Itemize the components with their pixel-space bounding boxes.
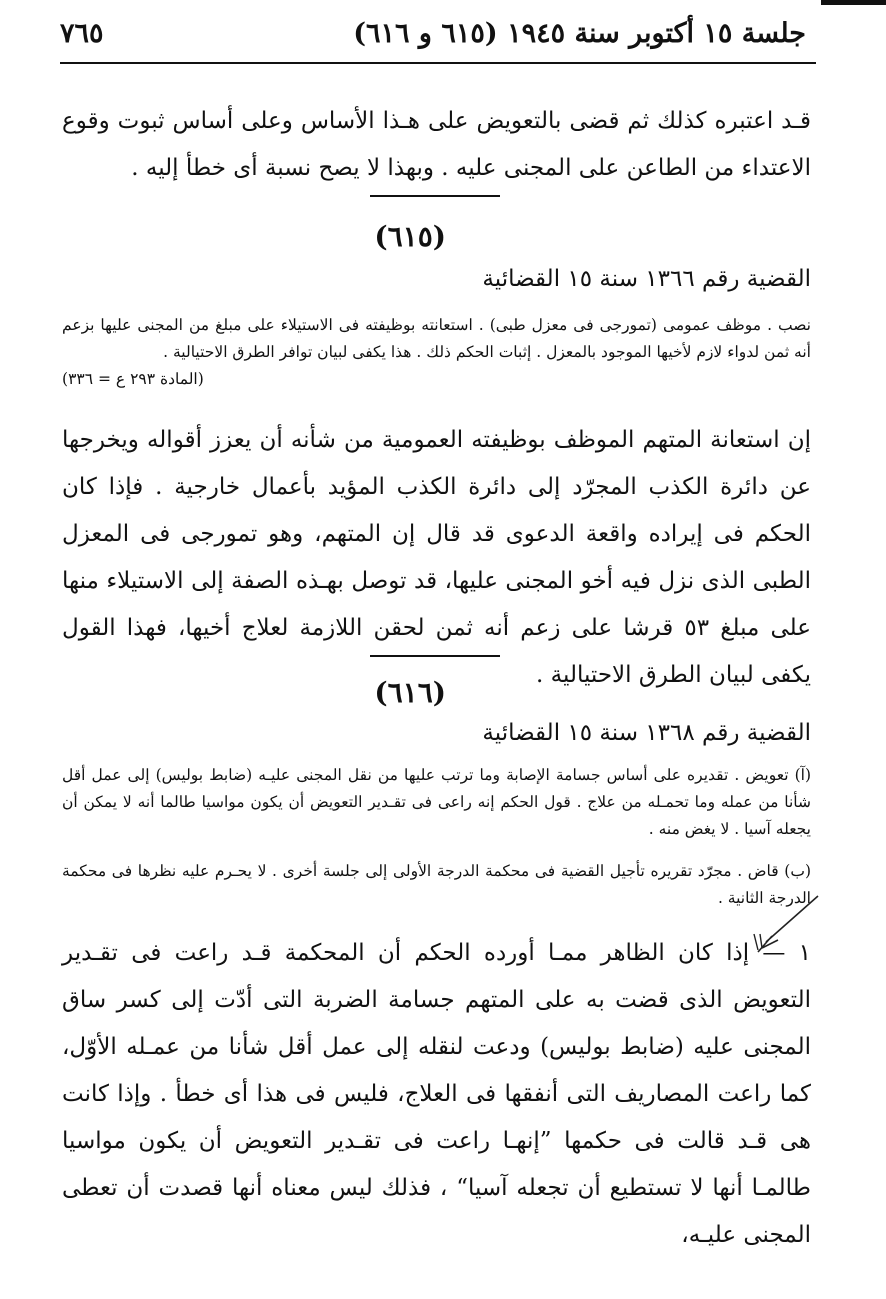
case-summary-616-b: (ب) قاض . مجرّد تقريره تأجيل القضية فى محكمة الدرجة الأولى إلى جلسة أخرى . لا يحـرم عليه نظرها فى محكمة الدرجة الثانية . <box>62 862 811 907</box>
session-title: جلسة ١٥ أكتوبر سنة ١٩٤٥ (٦١٥ و ٦١٦) <box>353 18 806 49</box>
case-summary-615 <box>62 312 811 393</box>
case-title-616: القضية رقم ١٣٦٨ سنة ١٥ القضائية <box>482 720 811 746</box>
carryover-paragraph: قـد اعتبره كذلك ثم قضى بالتعويض على هـذا الأساس وعلى أساس ثبوت وقوع الاعتداء من الطاعن على المجنى عليه . وبهذا لا يصح نسبة أى خطأ إليه . <box>62 108 811 181</box>
case-body-616: ١ — إذا كان الظاهر ممـا أورده الحكم أن المحكمة قـد راعت فى تقـدير التعويض الذى قضت به على المتهم جسامة الضربة التى أدّت إلى كسر ساق المجنى عليه (ضابط بوليس) ودعت لنقله إلى عمل أقل شأنا من عمـله الأوّل، كما راعت المصاريف التى أنفقها فى العلاج، فليس فى هذا أى خطأ . وإذا كانت هى قـد قالت فى حكمها ”إنهـا راعت فى تقـدير التعويض أن يكون مواسيا طالمـا أنها لا تستطيع أن تجعله آسيا“ ، فذلك ليس معناه أنها قصدت أن تعطى المجنى عليـه، <box>62 940 811 1248</box>
case-number-616: (٦١٦) <box>374 676 446 709</box>
case-summary-616-a: (آ) تعويض . تقديره على أساس جسامة الإصابة وما ترتب عليها من نقل المجنى عليـه (ضابط بوليس) إلى عمل أقل شأنا من عمله وما تحمـله من علاج . قول الحكم إنه راعى فى تقـدير التعويض أن يكون مواسيا طالما أنه لا يمكن أن يجعله آسيا . لا يغض منه . <box>62 766 811 838</box>
article-reference: (المادة ٢٩٣ ع = ٣٣٦) <box>62 370 204 388</box>
case-summary-text: نصب . موظف عمومى (تمورجى فى معزل طبى) . استعانته بوظيفته فى الاستيلاء على مبلغ من المجنى عليها بزعم أنه ثمن لدواء لازم لأخيها الموجود بالمعزل . إثبات الحكم ذلك . هذا يكفى لبيان توافر الطرق الاحتيالية . <box>62 316 811 361</box>
case-body-615: إن استعانة المتهم الموظف بوظيفته العمومية من شأنه أن يعزز أقواله ويخرجها عن دائرة الكذب المجرّد إلى دائرة الكذب المؤيد بأعمال خارجية . فإذا كان الحكم فى إيراده واقعة الدعوى قد قال إن المتهم، وهو تمورجى فى المعزل الطبى الذى نزل فيه أخو المجنى عليها، قد توصل بهـذه الصفة إلى الاستيلاء منها على مبلغ ٥٣ قرشا على زعم أنه ثمن لحقن اللازمة لعلاج أخيها، فهذا القول يكفى لبيان الطرق الاحتيالية . <box>62 427 811 688</box>
header-rule <box>60 62 816 64</box>
section-separator <box>370 655 500 657</box>
case-number-615: (٦١٥) <box>374 220 446 253</box>
section-separator <box>370 195 500 197</box>
corner-scan-mark <box>821 0 886 5</box>
case-title-615: القضية رقم ١٣٦٦ سنة ١٥ القضائية <box>482 266 811 292</box>
page-number: ٧٦٥ <box>60 18 104 49</box>
page-header <box>60 14 806 58</box>
